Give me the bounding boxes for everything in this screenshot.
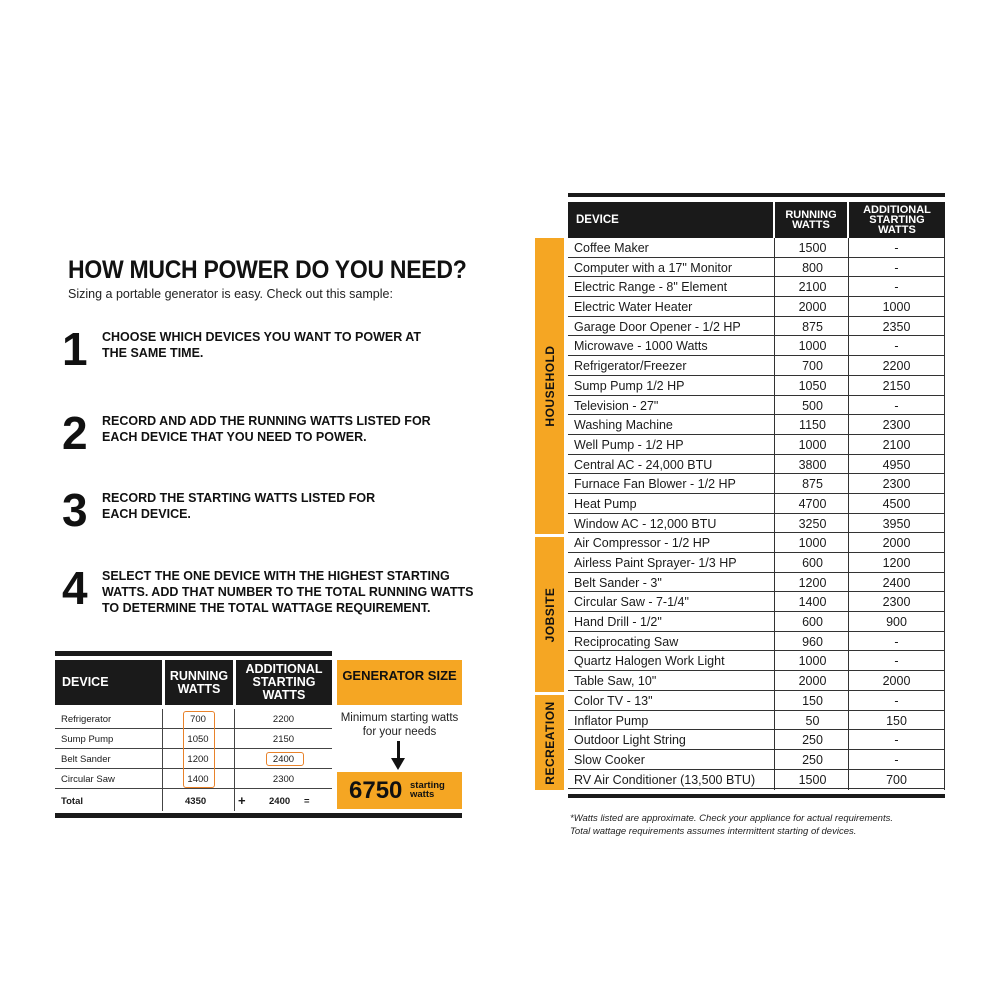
device-name: Computer with a 17" Monitor bbox=[574, 260, 732, 275]
additional-watts: - bbox=[894, 733, 899, 748]
running-watts: 600 bbox=[802, 556, 823, 570]
sample-additional: 2150 bbox=[272, 734, 295, 745]
additional-watts: 900 bbox=[886, 615, 907, 630]
running-watts: 50 bbox=[805, 713, 820, 728]
device-name: Garage Door Opener - 1/2 HP bbox=[574, 319, 741, 334]
result-unit-line1: starting bbox=[410, 780, 445, 791]
table-header-device: DEVICE bbox=[568, 202, 773, 238]
table-row bbox=[568, 396, 945, 416]
running-watts: 2000 bbox=[798, 300, 827, 315]
divider bbox=[55, 813, 462, 818]
total-running: 4350 bbox=[185, 796, 207, 807]
device-name: Furnace Fan Blower - 1/2 HP bbox=[574, 477, 736, 492]
step-4 bbox=[62, 562, 492, 625]
table-row bbox=[568, 612, 945, 632]
sample-additional: 2400 bbox=[272, 754, 295, 765]
table-row bbox=[568, 573, 945, 593]
running-watts: 1000 bbox=[798, 536, 827, 551]
running-watts: 2000 bbox=[798, 674, 827, 689]
device-name: Color TV - 13" bbox=[574, 693, 653, 708]
device-name: Airless Paint Sprayer- 1/3 HP bbox=[574, 556, 737, 570]
sample-device: Belt Sander bbox=[61, 754, 111, 765]
running-watts: 3250 bbox=[798, 516, 827, 531]
additional-watts: - bbox=[894, 752, 899, 767]
running-watts: 1500 bbox=[798, 241, 827, 255]
divider bbox=[55, 651, 332, 656]
running-watts: 3800 bbox=[798, 457, 827, 472]
page-subtitle: Sizing a portable generator is easy. Check out this sample: bbox=[68, 287, 393, 301]
device-name: Reciprocating Saw bbox=[574, 634, 679, 649]
device-name: Inflator Pump bbox=[574, 713, 649, 728]
category-label: RECREATION bbox=[542, 700, 557, 785]
additional-watts: 2000 bbox=[882, 674, 911, 689]
table-row bbox=[568, 415, 945, 435]
sample-header-running: RUNNING WATTS bbox=[165, 660, 233, 705]
step-text: SELECT THE ONE DEVICE WITH THE HIGHEST STARTING WATTS. ADD THAT NUMBER TO THE TOTAL RUNNING WATTS TO DETERMINE THE TOTAL WATTAGE REQUIREMENT. bbox=[102, 569, 474, 615]
sample-additional: 2200 bbox=[272, 714, 295, 725]
step-3 bbox=[62, 484, 492, 547]
running-watts: 4700 bbox=[798, 496, 827, 511]
table-row bbox=[568, 238, 945, 258]
running-watts: 250 bbox=[802, 733, 823, 748]
table-row bbox=[568, 494, 945, 514]
wattage-table bbox=[535, 193, 945, 803]
table-row bbox=[568, 770, 945, 790]
additional-watts: 2150 bbox=[882, 378, 911, 393]
generator-size-result bbox=[337, 772, 462, 809]
device-name: Belt Sander - 3" bbox=[574, 575, 662, 590]
sample-additional: 2300 bbox=[272, 774, 295, 785]
table-row bbox=[568, 750, 945, 770]
equals-sign: = bbox=[304, 796, 310, 807]
additional-watts: - bbox=[894, 280, 899, 295]
device-name: Quartz Halogen Work Light bbox=[574, 654, 725, 669]
running-watts: 1500 bbox=[798, 772, 827, 787]
device-name: Circular Saw - 7-1/4" bbox=[574, 595, 689, 610]
running-watts: 875 bbox=[802, 477, 823, 492]
sample-total-row bbox=[55, 791, 332, 811]
table-body bbox=[568, 238, 945, 789]
table-row bbox=[568, 474, 945, 494]
table-row bbox=[568, 651, 945, 671]
running-watts: 2100 bbox=[798, 280, 827, 295]
sample-running: 1200 bbox=[187, 754, 209, 765]
device-name: Slow Cooker bbox=[574, 752, 645, 767]
additional-watts: - bbox=[894, 241, 899, 255]
down-arrow-icon bbox=[397, 741, 400, 759]
category-recreation bbox=[535, 695, 564, 790]
additional-watts: 2100 bbox=[882, 437, 911, 452]
sample-running: 1400 bbox=[187, 774, 209, 785]
additional-watts: - bbox=[894, 654, 899, 669]
running-watts: 1000 bbox=[798, 437, 827, 452]
table-header-additional: ADDITIONAL STARTING WATTS bbox=[849, 202, 945, 238]
footnote-line2: Total wattage requirements assumes intermittent starting of devices. bbox=[570, 826, 857, 837]
running-watts: 800 bbox=[802, 260, 823, 275]
table-row bbox=[568, 553, 945, 573]
additional-watts: 2000 bbox=[882, 536, 911, 551]
additional-watts: - bbox=[894, 634, 899, 649]
device-name: Central AC - 24,000 BTU bbox=[574, 457, 713, 472]
device-name: Television - 27" bbox=[574, 398, 659, 413]
category-label: JOBSITE bbox=[542, 587, 557, 642]
table-header-running: RUNNING WATTS bbox=[775, 202, 847, 238]
sample-header-device: DEVICE bbox=[55, 660, 162, 705]
sample-header-generator: GENERATOR SIZE bbox=[337, 660, 462, 705]
step-number: 4 bbox=[62, 562, 88, 614]
step-text: RECORD AND ADD THE RUNNING WATTS LISTED FOR EACH DEVICE THAT YOU NEED TO POWER. bbox=[102, 414, 431, 444]
running-watts: 1150 bbox=[799, 418, 826, 433]
result-value: 6750 bbox=[349, 777, 403, 804]
step-text: CHOOSE WHICH DEVICES YOU WANT TO POWER AT THE SAME TIME. bbox=[102, 330, 422, 360]
table-row bbox=[568, 435, 945, 455]
table-row bbox=[568, 730, 945, 750]
additional-watts: 2300 bbox=[882, 595, 911, 610]
sample-running: 700 bbox=[190, 714, 206, 725]
result-unit-line2: watts bbox=[410, 789, 435, 800]
additional-watts: - bbox=[894, 693, 899, 708]
plus-sign: + bbox=[238, 793, 246, 808]
table-row bbox=[568, 691, 945, 711]
minimum-starting-text: Minimum starting watts for your needs bbox=[340, 712, 459, 738]
step-number: 1 bbox=[62, 323, 88, 375]
additional-watts: 2300 bbox=[882, 418, 911, 433]
total-label: Total bbox=[61, 796, 83, 807]
table-row bbox=[568, 455, 945, 475]
sample-device: Circular Saw bbox=[61, 774, 115, 785]
device-name: Table Saw, 10" bbox=[574, 674, 657, 689]
category-jobsite bbox=[535, 537, 564, 692]
step-2 bbox=[62, 407, 492, 470]
device-name: Well Pump - 1/2 HP bbox=[574, 437, 684, 452]
table-row bbox=[568, 592, 945, 612]
table-row bbox=[568, 533, 945, 553]
category-label: HOUSEHOLD bbox=[542, 345, 557, 427]
sample-device: Sump Pump bbox=[61, 734, 114, 745]
result-unit bbox=[410, 781, 445, 799]
running-watts: 600 bbox=[802, 615, 823, 630]
divider bbox=[568, 193, 945, 197]
running-watts: 150 bbox=[802, 693, 823, 708]
running-watts: 1200 bbox=[798, 575, 827, 590]
additional-watts: 2400 bbox=[882, 575, 911, 590]
additional-watts: 4500 bbox=[882, 496, 911, 511]
device-name: Electric Water Heater bbox=[574, 300, 693, 315]
category-household bbox=[535, 238, 564, 534]
running-watts-highlight bbox=[183, 711, 215, 788]
max-starting-highlight bbox=[266, 752, 304, 766]
table-row bbox=[568, 336, 945, 356]
table-row bbox=[568, 297, 945, 317]
running-watts: 250 bbox=[802, 752, 823, 767]
running-watts: 1000 bbox=[798, 654, 827, 669]
table-row bbox=[568, 277, 945, 297]
additional-watts: 4950 bbox=[882, 457, 911, 472]
table-row bbox=[568, 632, 945, 652]
page-title: HOW MUCH POWER DO YOU NEED? bbox=[68, 256, 467, 284]
device-name: Coffee Maker bbox=[574, 241, 649, 255]
footnote-line1: *Watts listed are approximate. Check your appliance for actual requirements. bbox=[570, 813, 893, 824]
step-number: 3 bbox=[62, 484, 88, 536]
table-row bbox=[568, 356, 945, 376]
footnote bbox=[570, 812, 893, 838]
additional-watts: 2200 bbox=[882, 359, 911, 374]
running-watts: 700 bbox=[802, 359, 823, 374]
additional-watts: 1000 bbox=[882, 300, 911, 315]
down-arrow-icon bbox=[391, 758, 405, 770]
step-text: RECORD THE STARTING WATTS LISTED FOR EACH DEVICE. bbox=[102, 491, 376, 521]
table-row bbox=[568, 258, 945, 278]
device-name: Outdoor Light String bbox=[574, 733, 686, 748]
step-1 bbox=[62, 323, 492, 386]
running-watts: 875 bbox=[802, 319, 823, 334]
sample-header-additional: ADDITIONAL STARTING WATTS bbox=[236, 660, 332, 705]
device-name: Sump Pump 1/2 HP bbox=[574, 378, 685, 393]
running-watts: 1400 bbox=[798, 595, 827, 610]
running-watts: 1050 bbox=[798, 378, 827, 393]
table-row bbox=[568, 711, 945, 731]
device-name: Electric Range - 8" Element bbox=[574, 280, 728, 295]
sample-running: 1050 bbox=[187, 734, 209, 745]
device-name: Window AC - 12,000 BTU bbox=[574, 516, 717, 531]
table-row bbox=[568, 376, 945, 396]
table-row bbox=[568, 514, 945, 534]
device-name: Washing Machine bbox=[574, 418, 673, 433]
device-name: Hand Drill - 1/2" bbox=[574, 615, 662, 630]
device-name: Heat Pump bbox=[574, 496, 637, 511]
device-name: RV Air Conditioner (13,500 BTU) bbox=[574, 772, 756, 787]
device-name: Microwave - 1000 Watts bbox=[574, 339, 708, 354]
additional-watts: 2350 bbox=[882, 319, 911, 334]
running-watts: 1000 bbox=[798, 339, 827, 354]
additional-watts: - bbox=[894, 260, 899, 275]
divider bbox=[568, 794, 945, 798]
additional-watts: 2300 bbox=[882, 477, 911, 492]
additional-watts: 1200 bbox=[882, 556, 911, 570]
sample-calculation bbox=[55, 651, 462, 823]
additional-watts: - bbox=[894, 398, 899, 413]
total-additional: 2400 bbox=[269, 796, 291, 807]
additional-watts: - bbox=[894, 339, 899, 354]
device-name: Refrigerator/Freezer bbox=[574, 359, 687, 374]
additional-watts: 150 bbox=[886, 713, 907, 728]
sample-device: Refrigerator bbox=[61, 714, 112, 725]
additional-watts: 700 bbox=[886, 772, 907, 787]
table-row bbox=[568, 317, 945, 337]
running-watts: 960 bbox=[802, 634, 823, 649]
additional-watts: 3950 bbox=[882, 516, 911, 531]
step-number: 2 bbox=[62, 407, 88, 459]
device-name: Air Compressor - 1/2 HP bbox=[574, 536, 711, 551]
running-watts: 500 bbox=[802, 398, 823, 413]
table-row bbox=[568, 671, 945, 691]
